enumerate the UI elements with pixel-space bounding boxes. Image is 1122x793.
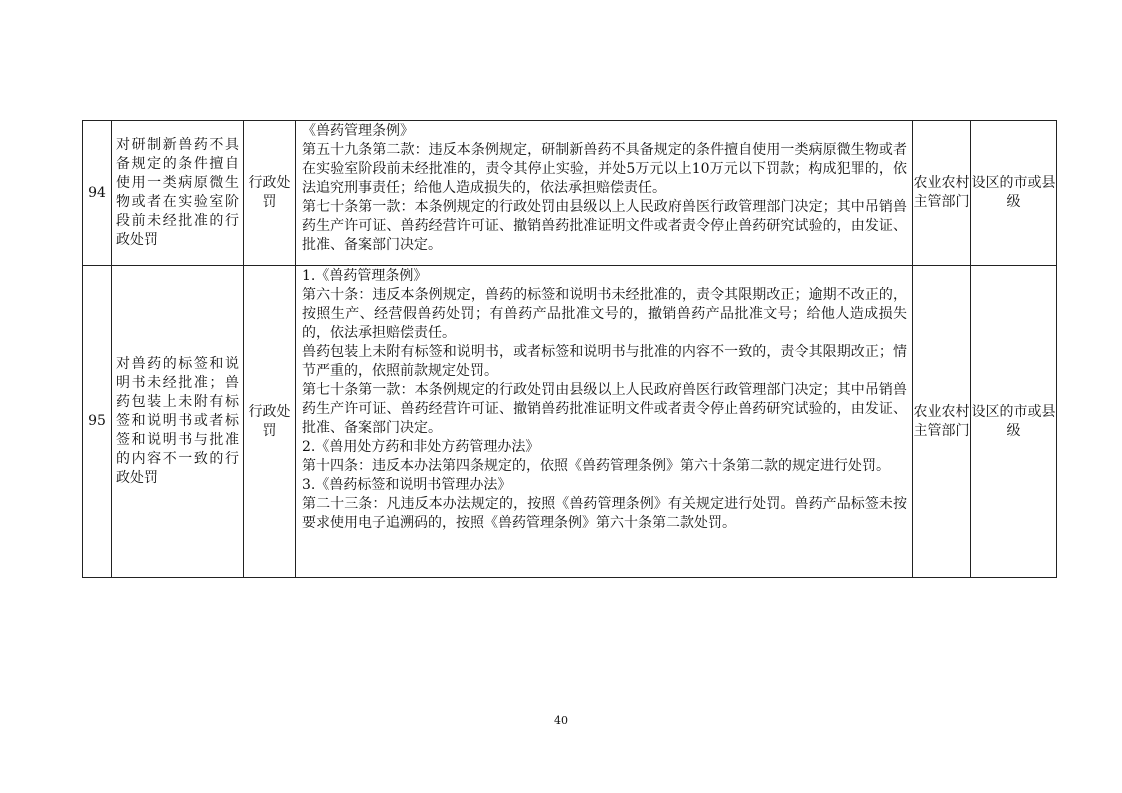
basis-line: 3.《兽药标签和说明书管理办法》 — [302, 477, 512, 493]
responsible-department: 农业农村主管部门 — [913, 121, 971, 266]
penalty-type: 行政处罚 — [244, 266, 296, 578]
basis-line: 第七十条第一款：本条例规定的行政处罚由县级以上人民政府兽医行政管理部门决定；其中吊销兽药生产许可证、兽药经营许可证、撤销兽药批准证明文件或者责令停止兽药研究试验的，由发证、批准、备案部门决定。 — [302, 382, 907, 436]
table-row — [83, 121, 1057, 266]
row-number: 94 — [83, 121, 112, 266]
penalty-table — [82, 120, 1057, 578]
penalty-item: 对研制新兽药不具备规定的条件擅自使用一类病原微生物或者在实验室阶段前未经批准的行政处罚 — [112, 121, 244, 266]
legal-basis — [296, 266, 913, 578]
basis-line: 第十四条：违反本办法第四条规定的，依照《兽药管理条例》第六十条第二款的规定进行处罚。 — [302, 458, 890, 474]
table-row — [83, 266, 1057, 578]
basis-line: 第二十三条：凡违反本办法规定的，按照《兽药管理条例》有关规定进行处罚。兽药产品标签未按要求使用电子追溯码的，按照《兽药管理条例》第六十条第二款处罚。 — [302, 496, 907, 531]
enforcement-level: 设区的市或县级 — [971, 266, 1057, 578]
basis-line: 《兽药管理条例》 — [302, 123, 414, 139]
page-number: 40 — [554, 714, 568, 727]
basis-line: 2.《兽用处方药和非处方药管理办法》 — [302, 439, 540, 455]
penalty-type: 行政处罚 — [244, 121, 296, 266]
basis-line: 1.《兽药管理条例》 — [302, 268, 428, 284]
basis-line: 第六十条：违反本条例规定，兽药的标签和说明书未经批准的，责令其限期改正；逾期不改正的，按照生产、经营假兽药处罚；有兽药产品批准文号的，撤销兽药产品批准文号；给他人造成损失的，依法承担赔偿责任。 — [302, 287, 907, 341]
basis-line: 第五十九条第二款：违反本条例规定，研制新兽药不具备规定的条件擅自使用一类病原微生物或者在实验室阶段前未经批准的，责令其停止实验，并处5万元以上10万元以下罚款；构成犯罪的，依法追究刑事责任；给他人造成损失的，依法承担赔偿责任。 — [302, 142, 907, 196]
basis-line: 兽药包装上未附有标签和说明书，或者标签和说明书与批准的内容不一致的，责令其限期改正；情节严重的，依照前款规定处罚。 — [302, 344, 907, 379]
responsible-department: 农业农村主管部门 — [913, 266, 971, 578]
enforcement-level: 设区的市或县级 — [971, 121, 1057, 266]
penalty-item: 对兽药的标签和说明书未经批准；兽药包装上未附有标签和说明书或者标签和说明书与批准的内容不一致的行政处罚 — [112, 266, 244, 578]
legal-basis — [296, 121, 913, 266]
row-number: 95 — [83, 266, 112, 578]
basis-line: 第七十条第一款：本条例规定的行政处罚由县级以上人民政府兽医行政管理部门决定；其中吊销兽药生产许可证、兽药经营许可证、撤销兽药批准证明文件或者责令停止兽药研究试验的，由发证、批准、备案部门决定。 — [302, 199, 907, 253]
